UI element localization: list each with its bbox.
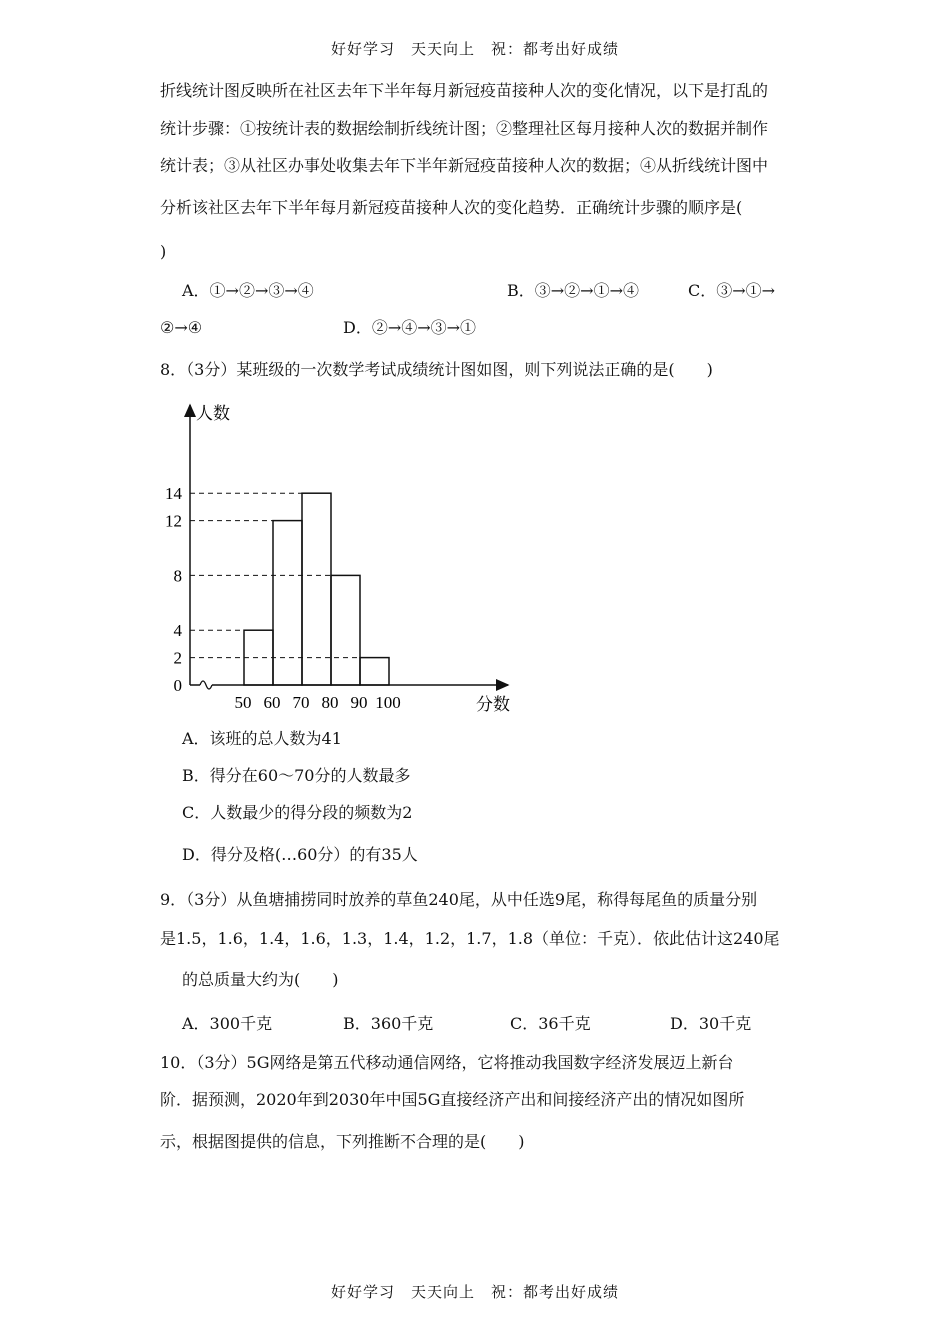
- q9-line-3: 的总质量大约为( ): [182, 970, 339, 989]
- q10-line-2: 阶．据预测，2020年到2030年中国5G直接经济产出和间接经济产出的情况如图所: [160, 1090, 745, 1109]
- q7-line-2: 统计步骤：①按统计表的数据绘制折线统计图；②整理社区每月接种人次的数据并制作: [160, 119, 769, 138]
- q7-line-5: ): [160, 242, 167, 261]
- q8-option-b: B．得分在60～70分的人数最多: [182, 766, 411, 785]
- y-tick-label-0: 0: [173, 676, 182, 695]
- q7-option-a: A．①→②→③→④: [182, 281, 314, 300]
- q8-option-d: D．得分及格(…60分）的有35人: [182, 845, 418, 864]
- y-axis-label: 人数: [196, 404, 230, 423]
- histogram-bar-1: [273, 521, 302, 685]
- q8-stem: 8．（3分）某班级的一次数学考试成绩统计图如图，则下列说法正确的是( ): [160, 360, 713, 379]
- q8-option-c: C．人数最少的得分段的频数为2: [182, 803, 413, 822]
- histogram-chart: [150, 395, 530, 725]
- q9-option-b: B．360千克: [343, 1014, 434, 1033]
- q7-option-d: D．②→④→③→①: [343, 318, 477, 337]
- q7-line-4: 分析该社区去年下半年每月新冠疫苗接种人次的变化趋势．正确统计步骤的顺序是(: [160, 198, 743, 217]
- q9-line-2: 是1.5，1.6，1.4，1.6，1.3，1.4，1.2，1.7，1.8（单位：千克）．依此估计这240尾: [160, 929, 780, 948]
- x-tick-label-1: 60: [263, 693, 281, 712]
- q9-option-c: C．36千克: [510, 1014, 591, 1033]
- q9-line-1: 9．（3分）从鱼塘捕捞同时放养的草鱼240尾，从中任选9尾，称得每尾鱼的质量分别: [160, 890, 758, 909]
- x-axis-label: 分数: [476, 695, 510, 714]
- histogram-bar-2: [302, 493, 331, 685]
- q7-option-b: B．③→②→①→④: [507, 281, 639, 300]
- y-tick-label-4: 12: [165, 511, 182, 531]
- histogram-bar-3: [331, 575, 360, 685]
- x-tick-label-3: 80: [321, 693, 339, 712]
- q9-option-a: A．300千克: [182, 1014, 273, 1033]
- q7-line-3: 统计表；③从社区办事处收集去年下半年新冠疫苗接种人次的数据；④从折线统计图中: [160, 156, 769, 175]
- y-tick-label-5: 14: [165, 484, 182, 504]
- x-axis-break: [200, 681, 212, 689]
- q8-option-a: A．该班的总人数为41: [182, 729, 342, 748]
- histogram-bar-4: [360, 658, 389, 685]
- q10-line-3: 示，根据图提供的信息，下列推断不合理的是( ): [160, 1132, 525, 1151]
- y-tick-label-3: 8: [173, 566, 182, 586]
- page-header: 好好学习 天天向上 祝：都考出好成绩: [330, 40, 619, 58]
- x-tick-label-0: 50: [234, 693, 252, 712]
- y-tick-label-1: 2: [173, 648, 182, 668]
- q10-line-1: 10．（3分）5G网络是第五代移动通信网络，它将推动我国数字经济发展迈上新台: [160, 1053, 734, 1072]
- x-tick-label-4: 90: [350, 693, 368, 712]
- y-tick-label-2: 4: [173, 621, 182, 641]
- q7-option-c: C．③→①→: [688, 281, 776, 300]
- page-footer: 好好学习 天天向上 祝：都考出好成绩: [330, 1283, 619, 1301]
- q9-option-d: D．30千克: [670, 1014, 752, 1033]
- x-tick-label-2: 70: [292, 693, 310, 712]
- q7-line-1: 折线统计图反映所在社区去年下半年每月新冠疫苗接种人次的变化情况，以下是打乱的: [160, 81, 769, 100]
- q7-option-c-cont: ②→④: [160, 318, 203, 337]
- x-tick-label-5: 100: [375, 693, 401, 712]
